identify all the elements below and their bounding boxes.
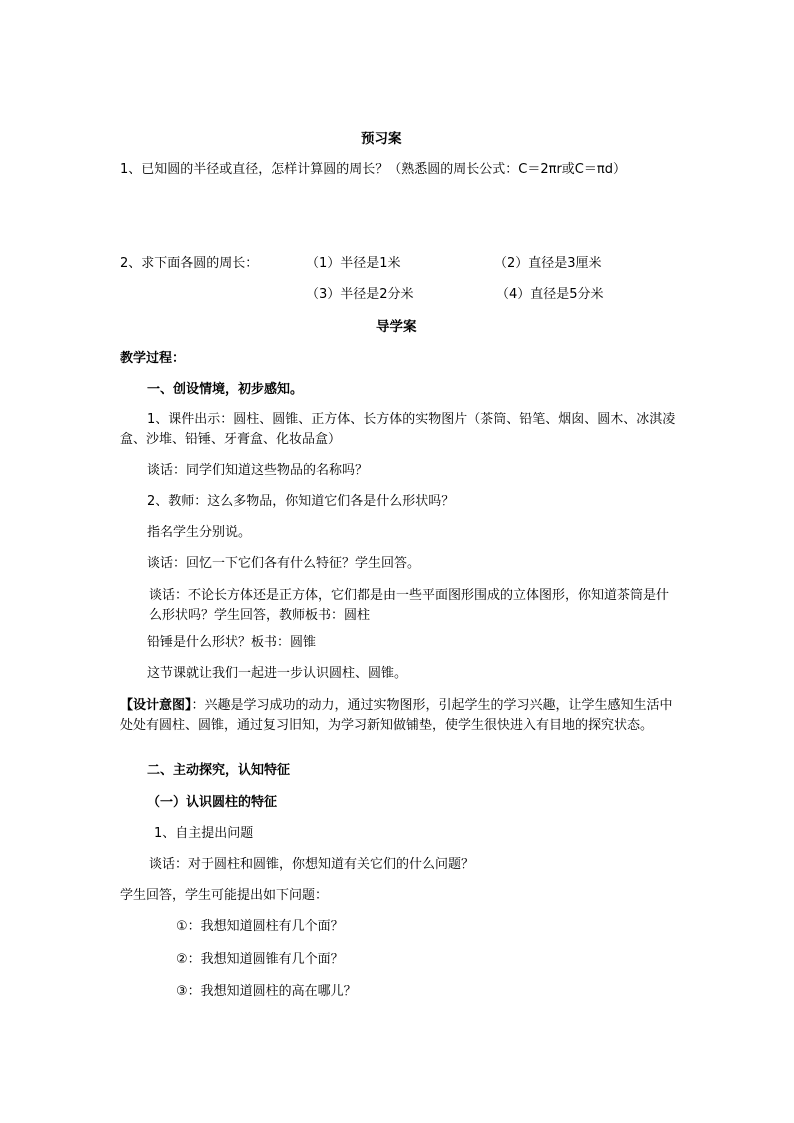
section-2-paragraph-3: 学生回答，学生可能提出如下问题： (120, 888, 329, 903)
section-1-heading: 一、创设情境，初步感知。 (147, 382, 304, 397)
guide-title: 导学案 (376, 319, 417, 335)
preview-question-2-item-2: （2）直径是3厘米 (494, 256, 602, 271)
section-2-paragraph-2: 谈话：对于圆柱和圆锥，你想知道有关它们的什么问题？ (149, 857, 475, 872)
design-intent-label: 【设计意图】 (120, 698, 192, 713)
teaching-process-heading: 教学过程： (120, 351, 186, 366)
preview-question-1: 1、已知圆的半径或直径，怎样计算圆的周长？（熟悉圆的周长公式：C＝2πr或C＝πd） (120, 162, 626, 177)
student-question-1: ①：我想知道圆柱有几个面？ (176, 919, 344, 934)
preview-title: 预习案 (361, 131, 402, 147)
student-question-2: ②：我想知道圆锥有几个面？ (176, 952, 344, 967)
design-intent-text: ：兴趣是学习成功的动力，通过实物图形，引起学生的学习兴趣，让学生感知生活中处处有圆柱、圆锥，通过复习旧知，为学习新知做铺垫，使学生很快进入有目地的探究状态。 (120, 698, 673, 733)
student-question-3: ③：我想知道圆柱的高在哪儿？ (176, 984, 357, 999)
section-2-heading: 二、主动探究，认知特征 (147, 763, 291, 778)
section-1-paragraph-4: 指名学生分别说。 (147, 525, 252, 540)
preview-question-2-item-1: （1）半径是1米 (306, 256, 401, 271)
design-intent-paragraph (120, 696, 680, 736)
section-2-subheading: （一）认识圆柱的特征 (147, 795, 278, 810)
preview-question-2-item-4: （4）直径是5分米 (496, 287, 604, 302)
section-1-paragraph-6: 谈话：不论长方体还是正方体，它们都是由一些平面图形围成的立体图形，你知道茶筒是什么形状吗？学生回答，教师板书：圆柱 (149, 588, 670, 623)
section-2-paragraph-1: 1、自主提出问题 (154, 826, 254, 841)
section-1-paragraph-2: 谈话：同学们知道这些物品的名称吗？ (147, 463, 369, 478)
preview-question-2-item-3: （3）半径是2分米 (306, 287, 414, 302)
section-1-paragraph-1: 1、课件出示：圆柱、圆锥、正方体、长方体的实物图片（茶筒、铅笔、烟囱、圆木、冰淇凌盒、沙堆、铅锤、牙膏盒、化妆品盒） (120, 412, 676, 447)
section-1-paragraph-7: 铅锤是什么形状？板书：圆锥 (147, 635, 317, 650)
section-1-paragraph-8: 这节课就让我们一起进一步认识圆柱、圆锥。 (147, 666, 408, 681)
preview-question-2-label: 2、求下面各圆的周长： (120, 256, 259, 271)
section-1-paragraph-3: 2、教师：这么多物品，你知道它们各是什么形状吗？ (147, 494, 455, 509)
section-1-paragraph-5: 谈话：回忆一下它们各有什么特征？学生回答。 (147, 556, 421, 571)
